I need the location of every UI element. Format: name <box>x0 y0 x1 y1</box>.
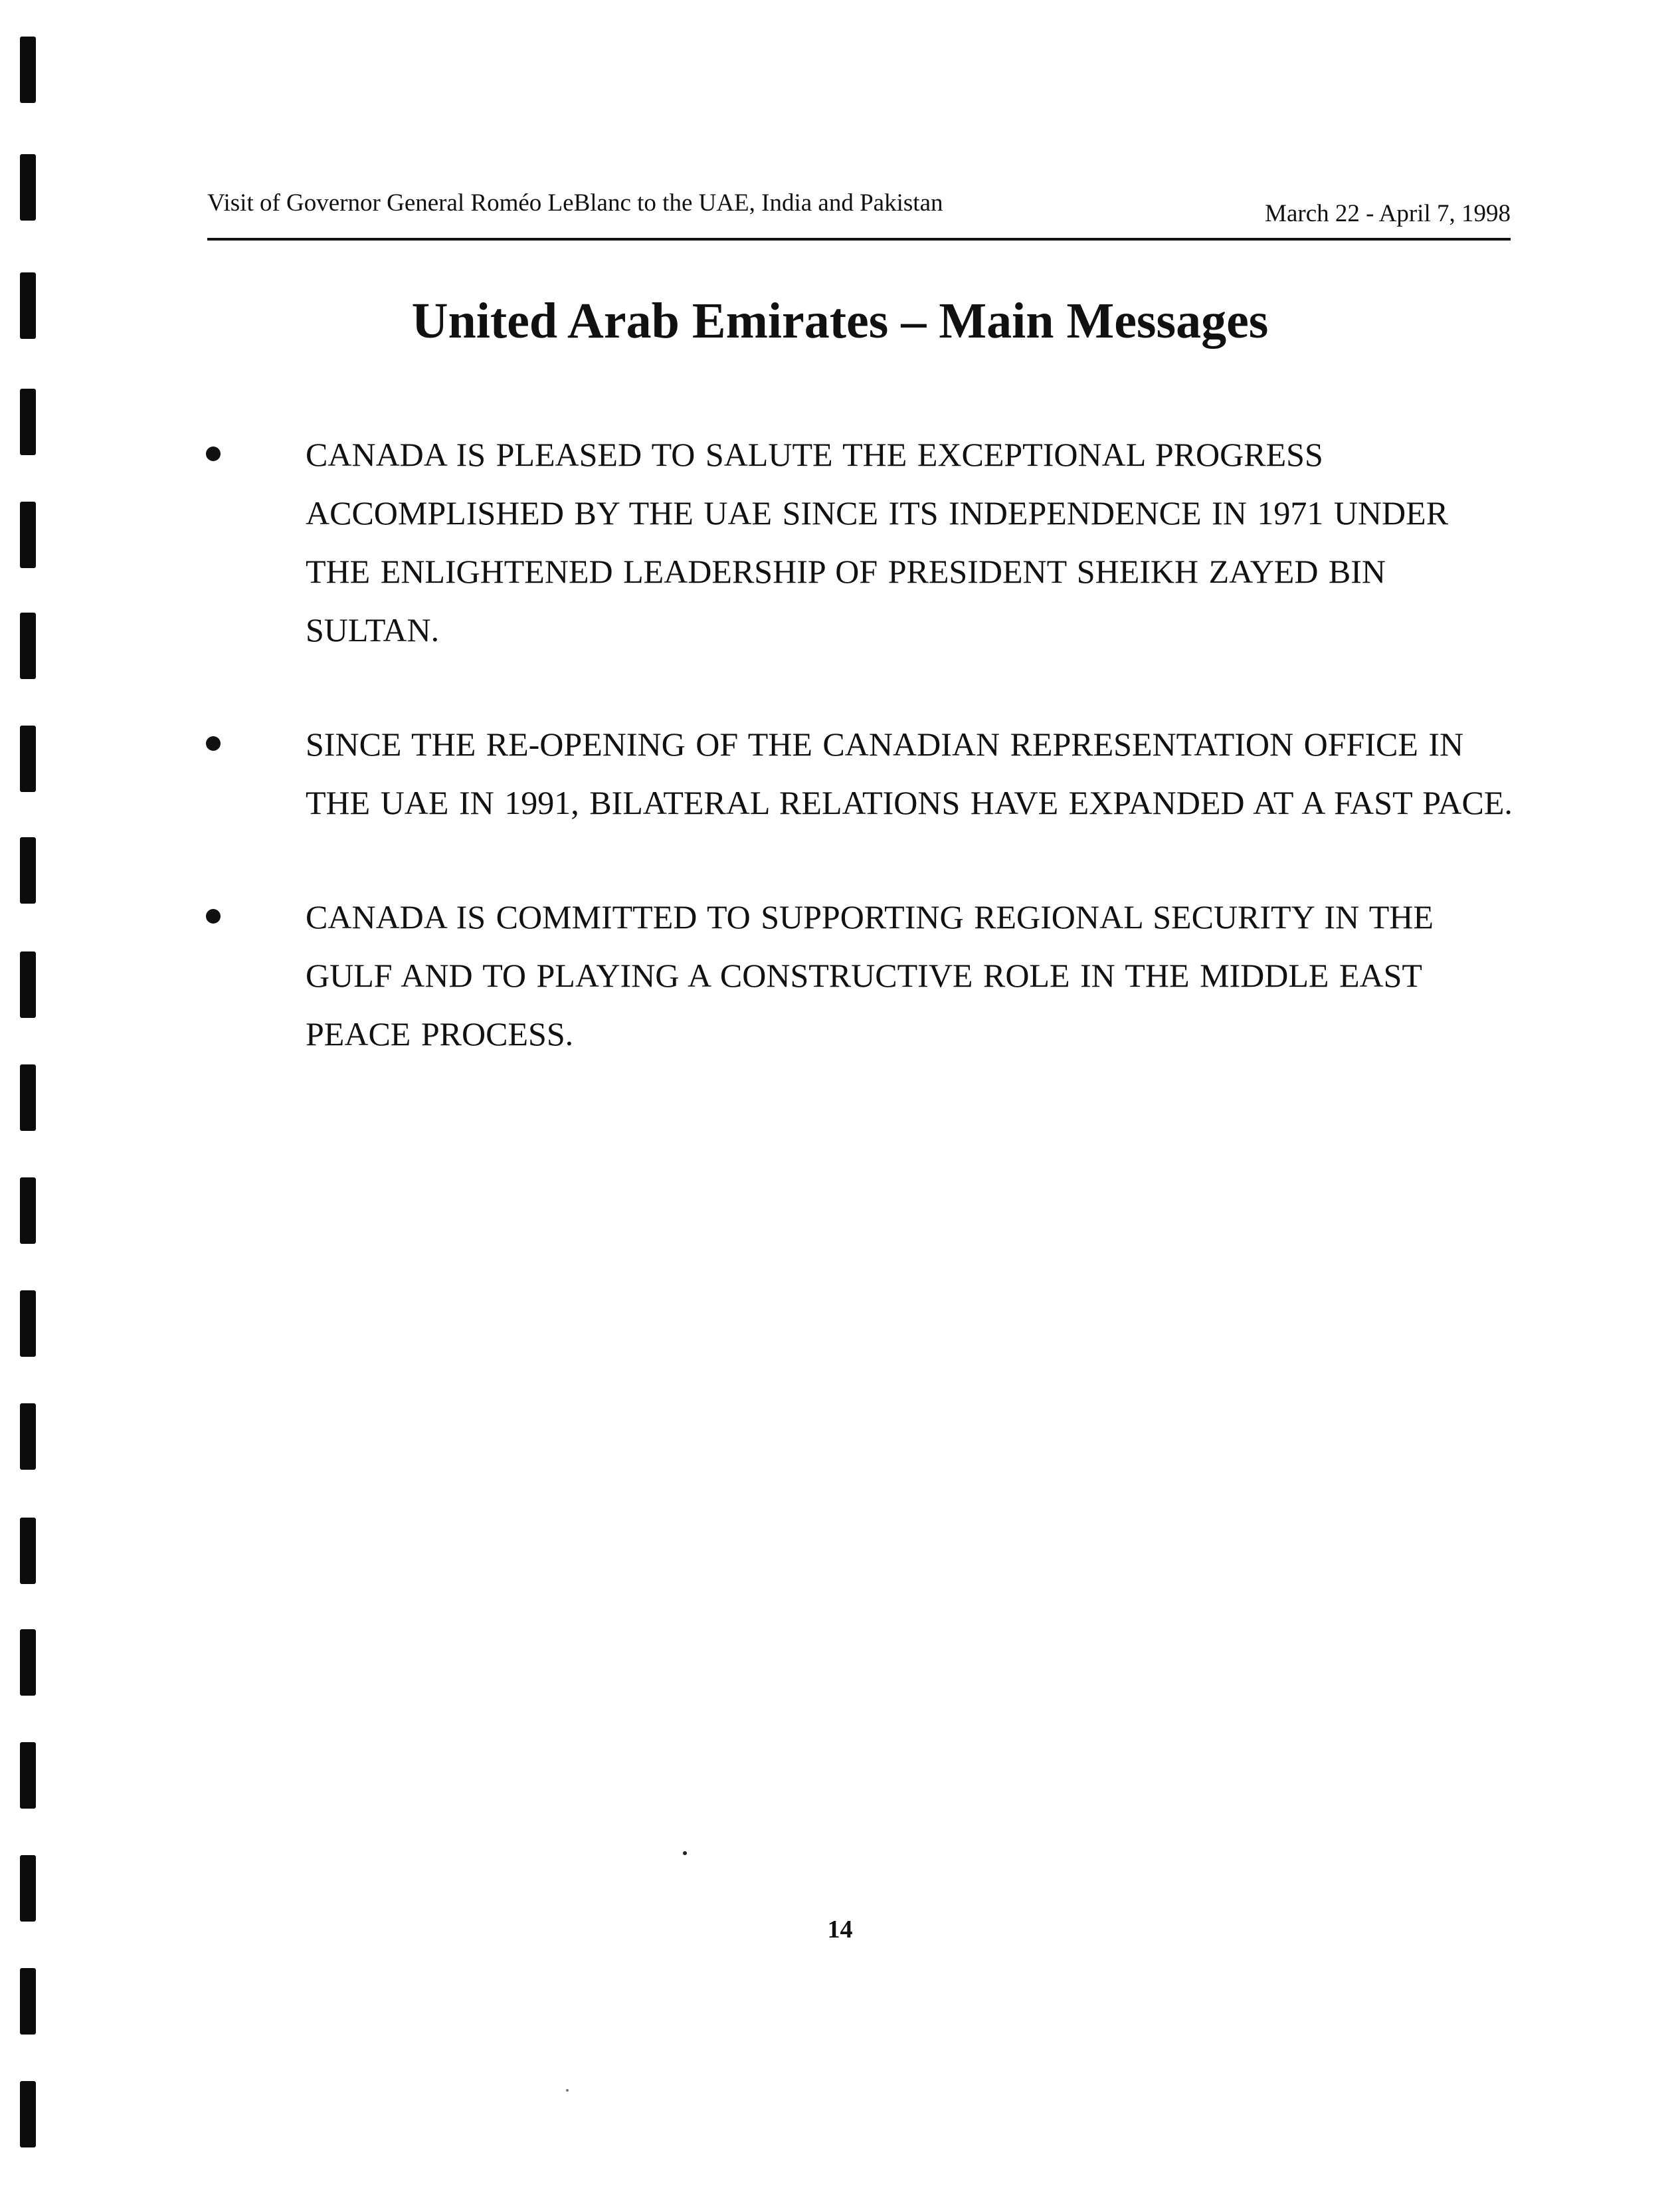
binder-hole-mark <box>20 154 36 221</box>
message-text: CANADA IS PLEASED TO SALUTE THE EXCEPTIONAL PROGRESS ACCOMPLISHED BY THE UAE SINCE ITS INDEPENDENCE IN 1971 UNDER THE ENLIGHTENED LEADERSHIP OF PRESIDENT SHEIKH ZAYED BIN SULTAN. <box>306 436 1449 648</box>
binder-hole-mark <box>20 726 36 792</box>
binder-hole-mark <box>20 502 36 568</box>
bullet-icon <box>206 447 221 461</box>
binder-hole-mark <box>20 389 36 455</box>
binder-hole-mark <box>20 837 36 904</box>
list-item <box>199 888 1521 1063</box>
binder-hole-mark <box>20 1177 36 1244</box>
bullet-icon <box>206 909 221 924</box>
page-header <box>207 179 1511 241</box>
binder-hole-mark <box>20 1629 36 1696</box>
page-number: 14 <box>827 1916 853 1943</box>
binder-hole-mark <box>20 1403 36 1470</box>
scan-speck <box>683 1851 687 1855</box>
main-messages-list <box>199 425 1521 1063</box>
message-text: SINCE THE RE-OPENING OF THE CANADIAN REPRESENTATION OFFICE IN THE UAE IN 1991, BILATERAL RELATIONS HAVE EXPANDED AT A FAST PACE. <box>306 726 1513 821</box>
page-title: United Arab Emirates – Main Messages <box>411 293 1269 349</box>
binder-hole-mark <box>20 37 36 103</box>
binder-hole-mark <box>20 1742 36 1809</box>
binder-hole-mark <box>20 1968 36 2035</box>
binder-hole-mark <box>20 1518 36 1584</box>
list-item <box>199 715 1521 832</box>
header-date-range: March 22 - April 7, 1998 <box>1265 200 1511 227</box>
header-visit-title: Visit of Governor General Roméo LeBlanc to the UAE, India and Pakistan <box>207 189 943 217</box>
binder-hole-mark <box>20 2081 36 2147</box>
binder-hole-mark <box>20 613 36 679</box>
scan-speck <box>566 2089 569 2092</box>
binder-hole-mark <box>20 1855 36 1922</box>
bullet-icon <box>206 736 221 751</box>
binder-hole-mark <box>20 1290 36 1357</box>
binder-hole-mark <box>20 951 36 1018</box>
list-item <box>199 425 1521 659</box>
message-text: CANADA IS COMMITTED TO SUPPORTING REGIONAL SECURITY IN THE GULF AND TO PLAYING A CONSTRUCTIVE ROLE IN THE MIDDLE EAST PEACE PROCESS. <box>306 898 1434 1052</box>
binder-hole-mark <box>20 1064 36 1131</box>
